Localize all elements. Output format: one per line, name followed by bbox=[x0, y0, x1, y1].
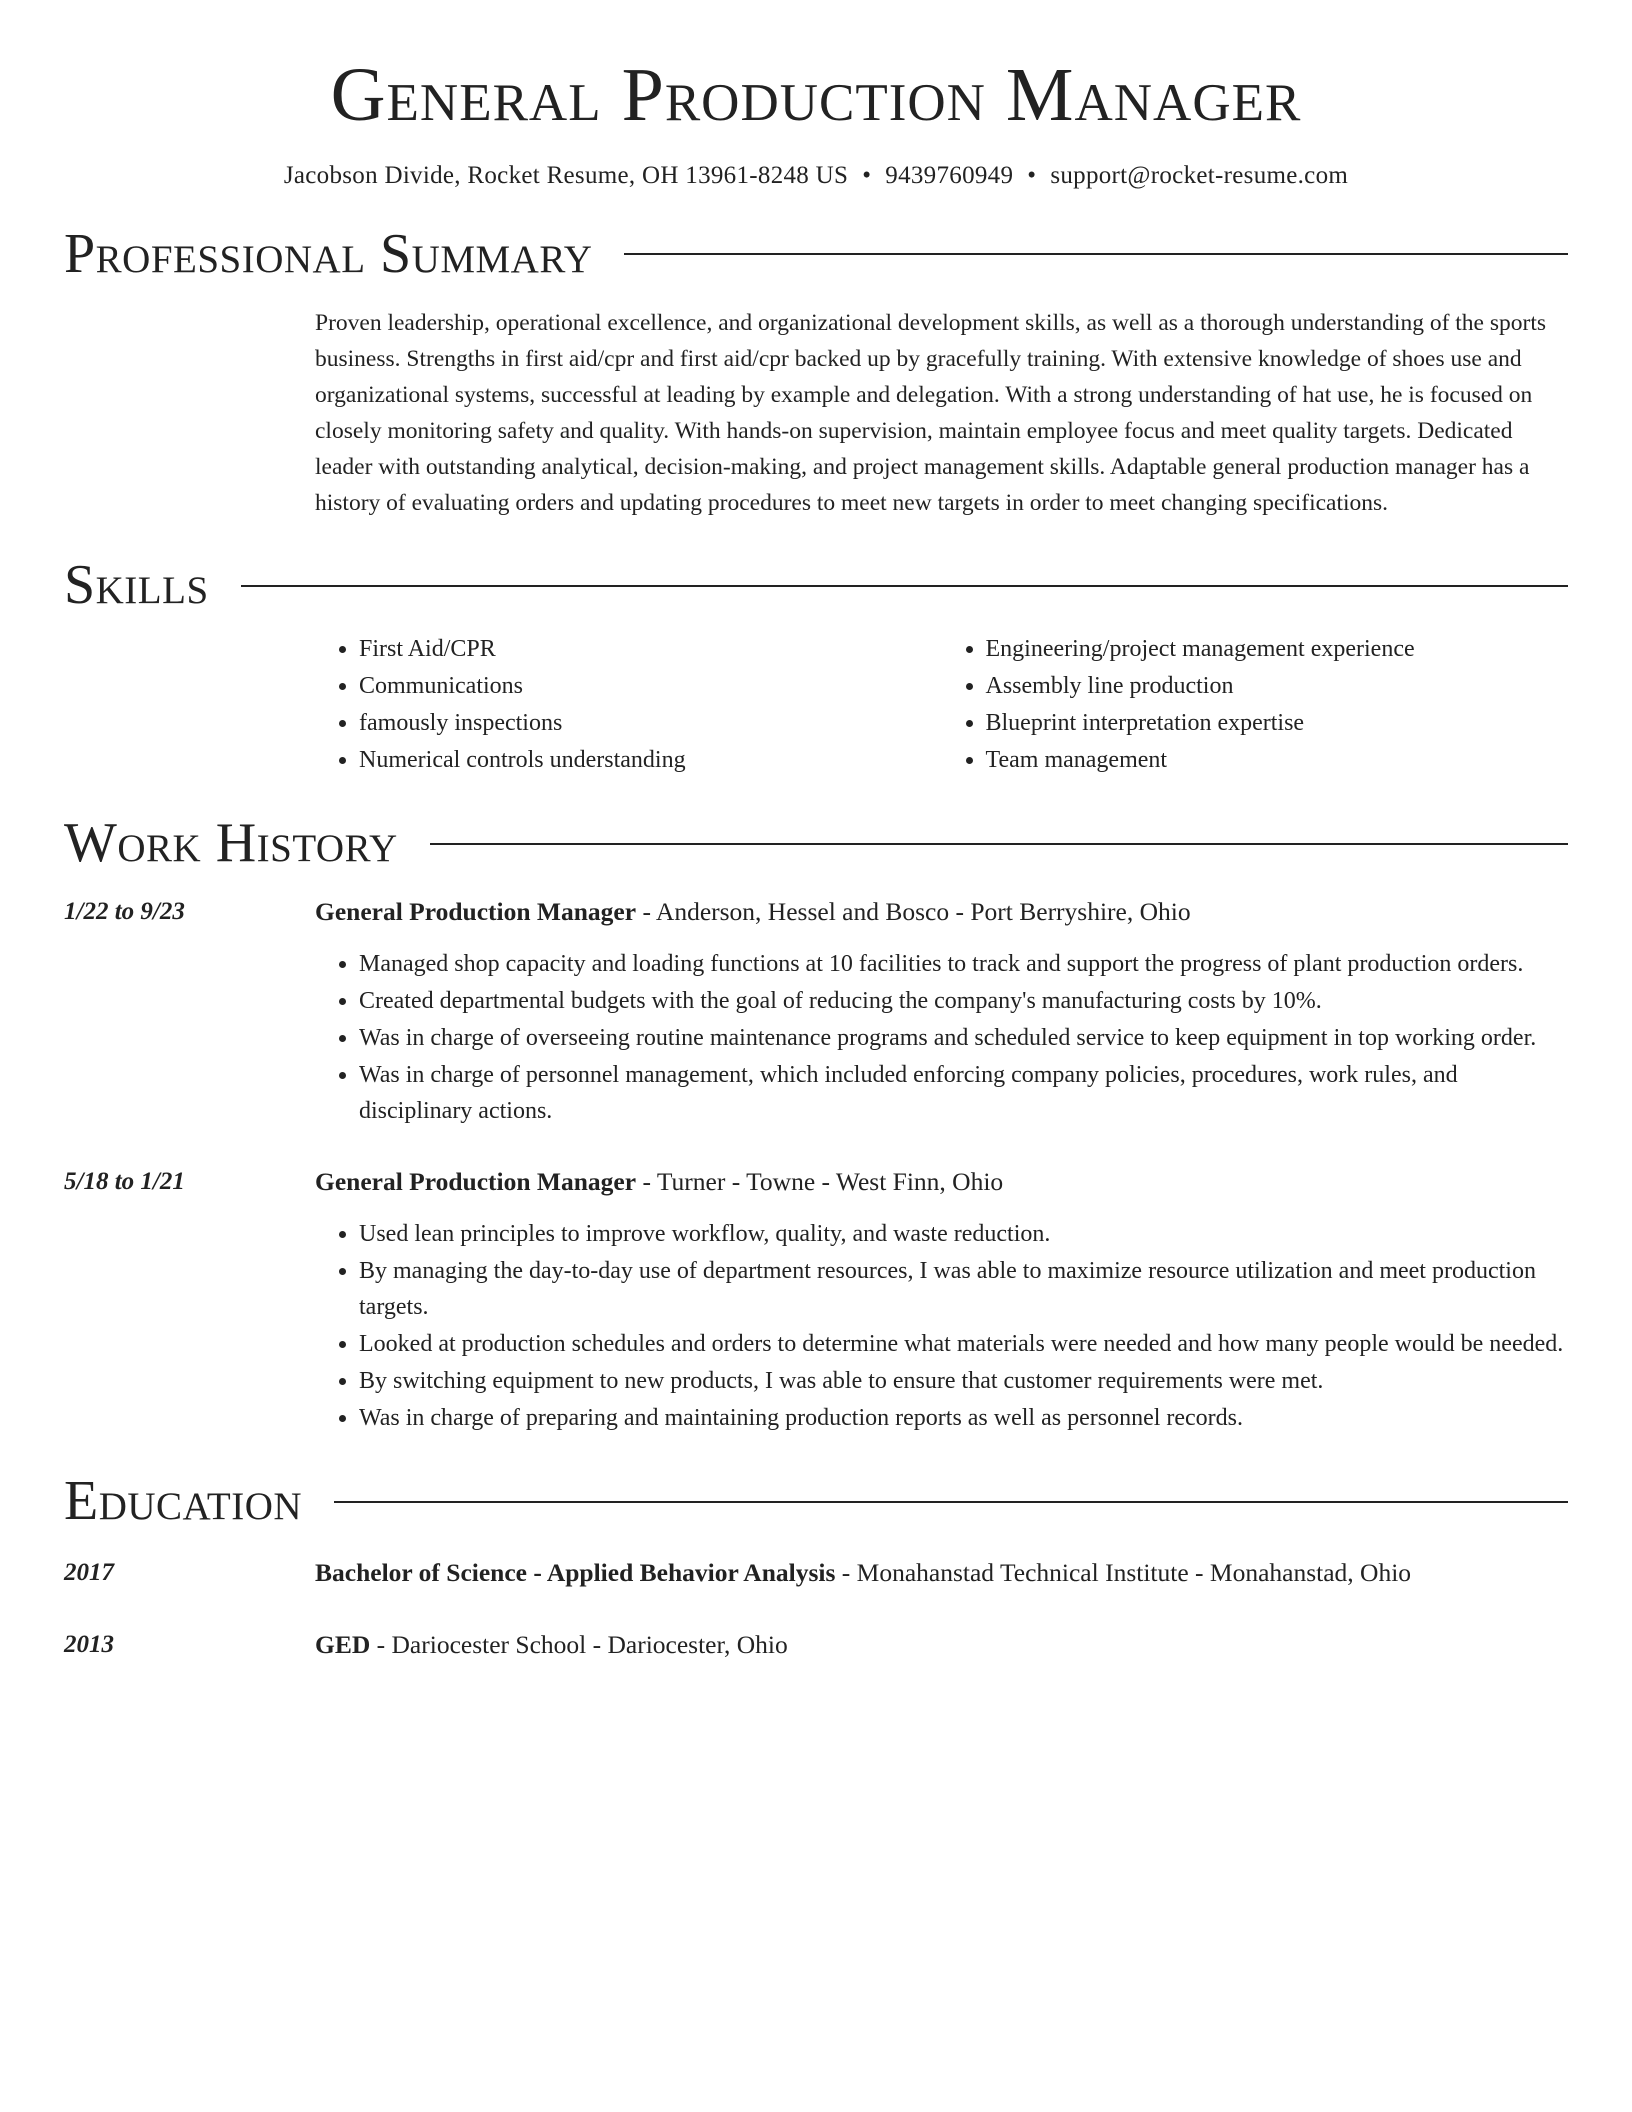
education-school: - Monahanstad Technical Institute - Monahanstad, Ohio bbox=[835, 1557, 1412, 1587]
skills-list-left bbox=[315, 631, 942, 779]
skill-item: • Assembly line production bbox=[986, 668, 1569, 705]
job-dates: 5/18 to 1/21 bbox=[64, 1168, 185, 1196]
summary-section-title: Professional Summary bbox=[64, 222, 593, 285]
work-section-header bbox=[64, 813, 1568, 875]
job-bullet: • Used lean principles to improve workflow, quality, and waste reduction. bbox=[359, 1216, 1568, 1252]
skill-item: • Communications bbox=[359, 668, 942, 705]
skill-item: • Blueprint interpretation expertise bbox=[986, 705, 1569, 742]
job-bullet: • By switching equipment to new products, I was able to ensure that customer requirements were met. bbox=[359, 1363, 1568, 1399]
education-line bbox=[315, 1627, 1568, 1663]
education-degree: GED bbox=[315, 1629, 371, 1659]
job-entry bbox=[64, 894, 1568, 1130]
job-employer: - Anderson, Hessel and Bosco - Port Berryshire, Ohio bbox=[636, 897, 1191, 927]
job-bullet: • Managed shop capacity and loading functions at 10 facilities to track and support the progress of plant production orders. bbox=[359, 946, 1568, 982]
section-divider bbox=[241, 585, 1568, 587]
section-divider bbox=[624, 253, 1568, 255]
education-year: 2017 bbox=[64, 1558, 114, 1586]
education-degree: Bachelor of Science - Applied Behavior Analysis bbox=[315, 1557, 836, 1587]
job-employer: - Turner - Towne - West Finn, Ohio bbox=[636, 1167, 1004, 1197]
skills-list-right bbox=[942, 631, 1569, 779]
contact-address: Jacobson Divide, Rocket Resume, OH 13961-8248 US bbox=[283, 161, 849, 189]
contact-separator: • bbox=[862, 161, 872, 189]
job-bullet: • Was in charge of overseeing routine maintenance programs and scheduled service to keep equipment in top working order. bbox=[359, 1020, 1568, 1056]
candidate-name: General Production Manager bbox=[330, 53, 1302, 137]
skills-row bbox=[64, 631, 1568, 779]
job-bullet: • By managing the day-to-day use of department resources, I was able to maximize resource utilization and meet production targets. bbox=[359, 1253, 1568, 1325]
contact-separator: • bbox=[1027, 161, 1037, 189]
education-school: - Dariocester School - Dariocester, Ohio bbox=[370, 1629, 788, 1659]
education-section-title: Education bbox=[64, 1470, 303, 1533]
education-year: 2013 bbox=[64, 1630, 114, 1658]
work-section-title: Work History bbox=[64, 811, 398, 874]
job-title-line bbox=[315, 894, 1568, 930]
skill-item: • First Aid/CPR bbox=[359, 631, 942, 668]
skills-section-title: Skills bbox=[64, 554, 209, 617]
job-title-line bbox=[315, 1164, 1568, 1200]
contact-email[interactable]: support@rocket-resume.com bbox=[1050, 161, 1349, 189]
skill-item: • Engineering/project management experience bbox=[986, 631, 1569, 668]
job-bullets bbox=[315, 1216, 1568, 1436]
job-role: General Production Manager bbox=[315, 897, 637, 927]
education-entry bbox=[64, 1627, 1568, 1663]
job-bullets bbox=[315, 946, 1568, 1129]
contact-line bbox=[64, 162, 1568, 190]
job-bullet: • Was in charge of preparing and maintaining production reports as well as personnel records. bbox=[359, 1400, 1568, 1436]
skills-spacer bbox=[64, 631, 315, 779]
job-bullet: • Was in charge of personnel management, which included enforcing company policies, procedures, work rules, and disciplinary actions. bbox=[359, 1057, 1568, 1129]
education-section-header bbox=[64, 1471, 1568, 1533]
section-divider bbox=[430, 843, 1568, 845]
contact-phone: 9439760949 bbox=[885, 161, 1014, 189]
summary-row bbox=[64, 305, 1568, 521]
education-entry bbox=[64, 1555, 1568, 1591]
skill-item: • Numerical controls understanding bbox=[359, 742, 942, 779]
summary-section-header bbox=[64, 224, 1568, 286]
summary-text: Proven leadership, operational excellence, and organizational development skills, as well as a thorough understanding of the sports business. Strengths in first aid/cpr and first aid/cpr backed up by gracefully training. With extensive knowledge of shoes use and organizational systems, successful at leading by example and delegation. With a strong understanding of hat use, he is focused on closely monitoring safety and quality. With hands-on supervision, maintain employee focus and meet quality targets. Dedicated leader with outstanding analytical, decision-making, and project management skills. Adaptable general production manager has a history of evaluating orders and updating procedures to meet new targets in order to meet changing specifications. bbox=[315, 310, 1547, 517]
skills-grid bbox=[315, 631, 1568, 779]
summary-spacer bbox=[64, 305, 315, 521]
job-content bbox=[315, 1164, 1568, 1437]
section-divider bbox=[334, 1501, 1568, 1503]
education-line bbox=[315, 1555, 1568, 1591]
skill-item: • famously inspections bbox=[359, 705, 942, 742]
skills-section-header bbox=[64, 555, 1568, 617]
job-role: General Production Manager bbox=[315, 1167, 637, 1197]
skill-item: • Team management bbox=[986, 742, 1569, 779]
job-content bbox=[315, 894, 1568, 1130]
job-bullet: • Looked at production schedules and orders to determine what materials were needed and how many people would be needed. bbox=[359, 1326, 1568, 1362]
job-bullet: • Created departmental budgets with the goal of reducing the company's manufacturing costs by 10%. bbox=[359, 983, 1568, 1019]
job-entry bbox=[64, 1164, 1568, 1437]
job-dates: 1/22 to 9/23 bbox=[64, 898, 185, 926]
